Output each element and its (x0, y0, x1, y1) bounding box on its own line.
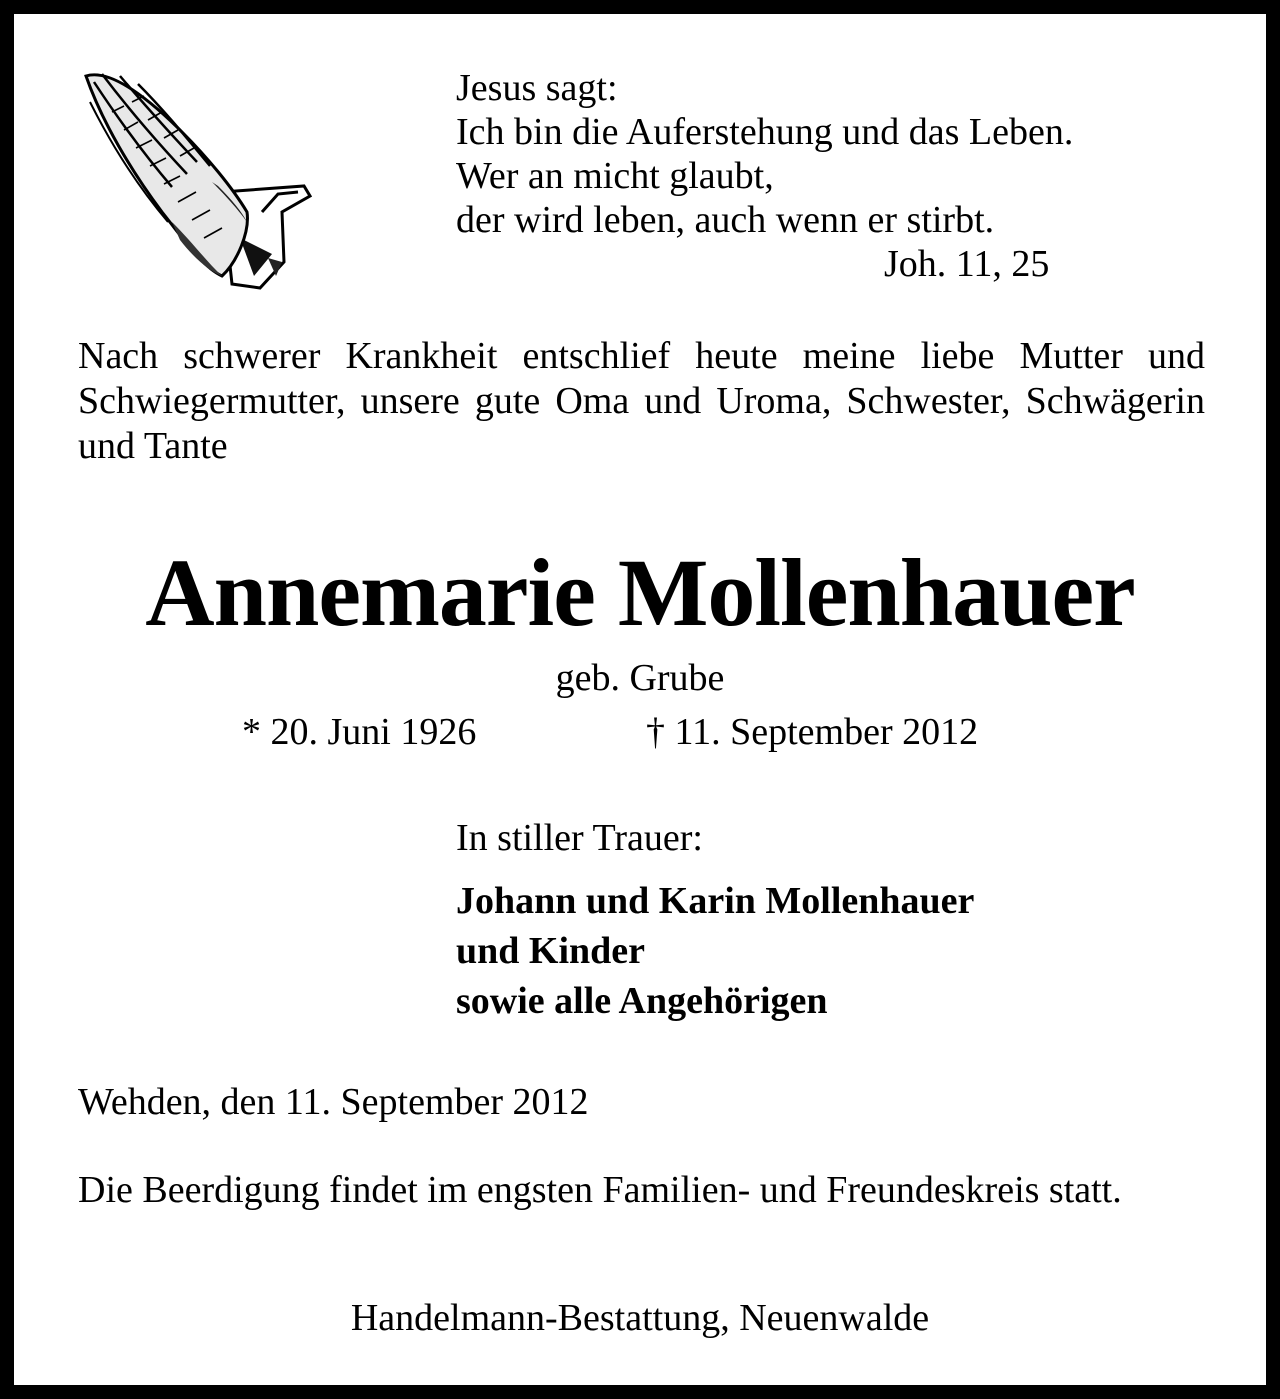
death-date: † 11. September 2012 (646, 711, 979, 753)
praying-hands-icon (72, 62, 312, 300)
funeral-note: Die Beerdigung findet im engsten Familien- und Freundeskreis statt. (78, 1169, 1122, 1211)
undertaker: Handelmann-Bestattung, Neuenwalde (350, 1297, 930, 1339)
verse-line: Ich bin die Auferstehung und das Leben. (456, 111, 1074, 153)
verse-reference: Joh. 11, 25 (884, 243, 1050, 285)
place-and-date: Wehden, den 11. September 2012 (78, 1081, 589, 1123)
intro-text: Nach schwerer Krankheit entschlief heute meine liebe Mutter und Schwiegermutter, unsere gute Oma und Uroma, Schwester, Schwägerin und Tante (78, 335, 1205, 467)
birth-date: * 20. Juni 1926 (242, 711, 477, 753)
mourner-line: und Kinder (456, 930, 646, 972)
bible-verse (456, 66, 1073, 286)
obituary-notice (14, 14, 1266, 1385)
verse-line: Jesus sagt: (456, 67, 618, 109)
verse-line: Wer an micht glaubt, (456, 155, 774, 197)
verse-line: der wird leben, auch wenn er stirbt. (456, 199, 995, 241)
maiden-name: geb. Grube (555, 657, 725, 699)
mourner-line: Johann und Karin Mollenhauer (456, 880, 975, 922)
mourner-line: sowie alle Angehörigen (456, 980, 828, 1022)
mourning-heading: In stiller Trauer: (456, 817, 703, 859)
mourners-list (456, 876, 974, 1026)
deceased-name: Annemarie Mollenhauer (145, 539, 1135, 646)
